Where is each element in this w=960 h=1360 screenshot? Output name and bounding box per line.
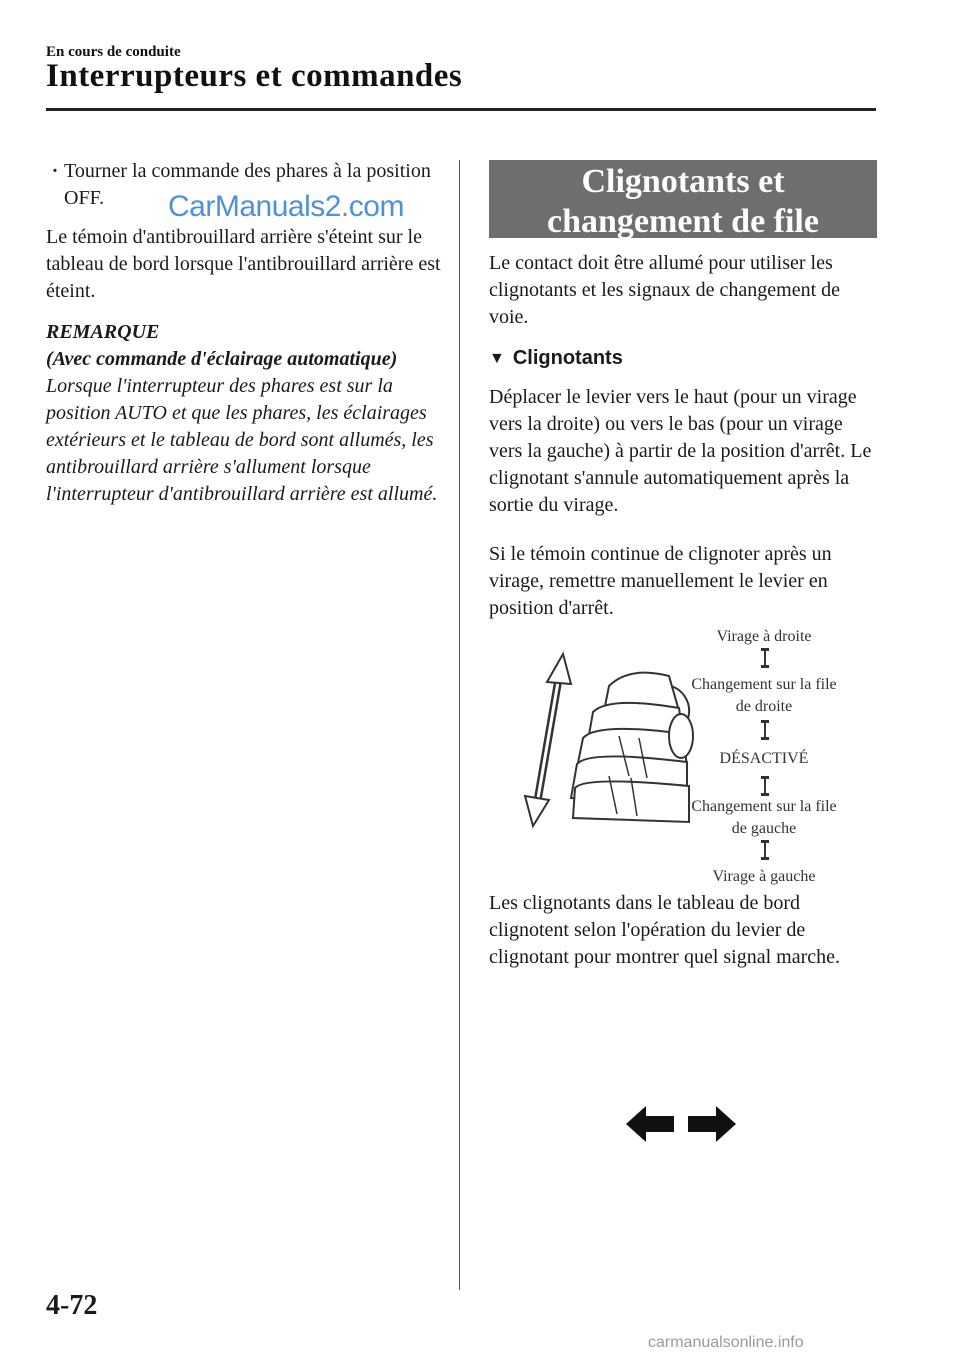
double-arrow-icon — [525, 654, 571, 826]
triangle-down-icon: ▼ — [489, 350, 505, 367]
section-label: En cours de conduite — [46, 44, 181, 60]
page-number: 4-72 — [46, 1290, 98, 1321]
page-navigation — [626, 1106, 736, 1142]
arrow-right-icon[interactable] — [686, 1106, 736, 1142]
bullet-dot: · — [51, 160, 59, 182]
paragraph-reset: Si le témoin continue de clignoter après un virage, remettre manuellement le levier en position d'arrêt. — [489, 543, 832, 619]
paragraph-lever: Déplacer le levier vers le haut (pour un virage vers la droite) ou vers le bas (pour un virage vers la gauche) à partir de la position d'arrêt. Le clignotant s'annule automatiquement après la sortie du virage. — [489, 386, 872, 516]
label-lane-right: Changement sur la file de droite — [691, 676, 837, 715]
lever-stack — [571, 673, 694, 822]
watermark-logo: CarManuals2.com — [168, 190, 404, 223]
turn-signal-figure — [489, 626, 877, 888]
remark-body: Lorsque l'interrupteur des phares est sur la position AUTO et que les phares, les éclairages extérieurs et le tableau de bord sont allumés, les antibrouillard arrière s'allument lorsque l'interrupteur d'antibrouillard arrière est allumé. — [46, 375, 438, 505]
footer-watermark: carmanualsonline.info — [648, 1334, 804, 1351]
right-column — [489, 160, 877, 971]
remark-condition: (Avec commande d'éclairage automatique) — [46, 348, 398, 370]
label-off: DÉSACTIVÉ — [719, 750, 809, 767]
remark-block — [46, 319, 446, 508]
bullet-text: Tourner la commande des phares à la position OFF. — [64, 160, 431, 209]
column-divider — [459, 160, 460, 1290]
section-banner: Clignotants et changement de file — [489, 160, 877, 238]
label-lane-left: Changement sur la file de gauche — [691, 798, 837, 837]
remark-label: REMARQUE — [46, 321, 160, 343]
intro-paragraph: Le contact doit être allumé pour utiliser les clignotants et les signaux de changement de voie. — [489, 252, 841, 328]
label-turn-left: Virage à gauche — [712, 868, 816, 885]
paragraph-fog-indicator: Le témoin d'antibrouillard arrière s'éteint sur le tableau de bord lorsque l'antibrouillard arrière est éteint. — [46, 226, 441, 302]
arrow-left-icon[interactable] — [626, 1106, 676, 1142]
label-turn-right: Virage à droite — [716, 628, 812, 645]
page-title: Interrupteurs et commandes — [46, 58, 463, 94]
paragraph-dashboard: Les clignotants dans le tableau de bord clignotent selon l'opération du levier de clignotant pour montrer quel signal marche. — [489, 892, 841, 968]
header-rule — [46, 108, 876, 111]
subheading — [489, 345, 877, 372]
subheading-text: Clignotants — [512, 347, 623, 369]
